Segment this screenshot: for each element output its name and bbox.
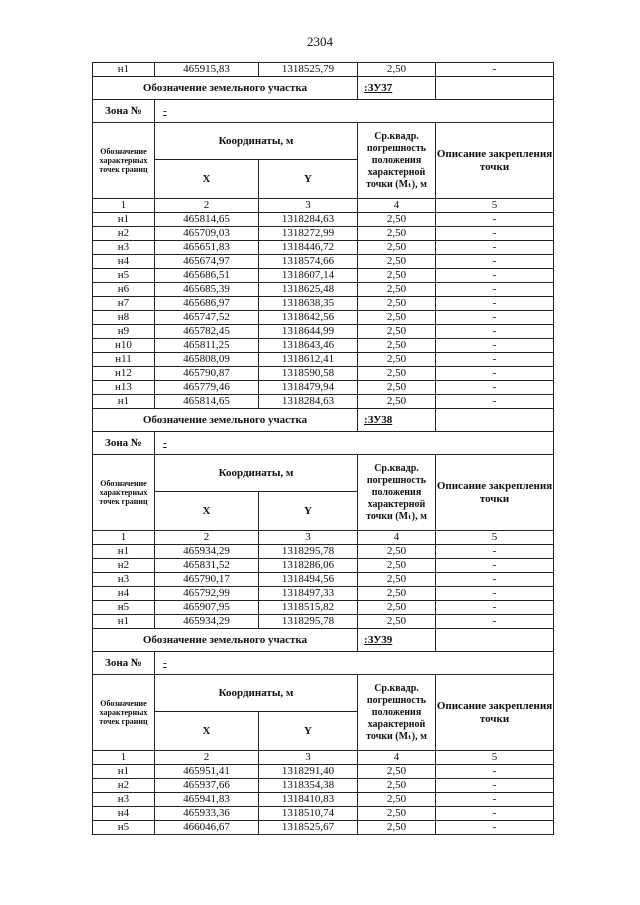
- column-number: 1: [93, 531, 155, 545]
- parcel-label: Обозначение земельного участка: [93, 77, 358, 100]
- cell-err: 2,50: [358, 381, 436, 395]
- cell-err: 2,50: [358, 545, 436, 559]
- zone-row: [93, 100, 554, 123]
- cell-err: 2,50: [358, 325, 436, 339]
- cell-err: 2,50: [358, 339, 436, 353]
- cell-err: 2,50: [358, 765, 436, 779]
- cell-point: н3: [93, 241, 155, 255]
- table-row: [93, 241, 554, 255]
- table-row: [93, 227, 554, 241]
- cell-y: 1318354,38: [259, 779, 358, 793]
- column-number: 2: [155, 531, 259, 545]
- cell-y: 1318497,33: [259, 587, 358, 601]
- table-row: [93, 381, 554, 395]
- column-number: 5: [436, 199, 554, 213]
- table-row: [93, 793, 554, 807]
- y-header: Y: [259, 492, 358, 531]
- table-row: [93, 213, 554, 227]
- cell-desc: -: [436, 821, 554, 835]
- cell-desc: -: [436, 779, 554, 793]
- cell-err: 2,50: [358, 559, 436, 573]
- cell-x: 465933,36: [155, 807, 259, 821]
- table-row: [93, 779, 554, 793]
- cell-err: 2,50: [358, 395, 436, 409]
- cell-err: 2,50: [358, 63, 436, 77]
- cell-y: 1318284,63: [259, 213, 358, 227]
- cell-err: 2,50: [358, 793, 436, 807]
- cell-point: н7: [93, 297, 155, 311]
- zone-label: Зона №: [93, 652, 155, 675]
- cell-desc: -: [436, 807, 554, 821]
- cell-y: 1318272,99: [259, 227, 358, 241]
- cell-point: н4: [93, 807, 155, 821]
- cell-err: 2,50: [358, 615, 436, 629]
- cell-x: 465686,97: [155, 297, 259, 311]
- cell-point: н1: [93, 615, 155, 629]
- cell-x: 465814,65: [155, 395, 259, 409]
- error-header: Ср.квадр. погрешность положения характерной точки (Мₜ), м: [358, 455, 436, 531]
- column-number: 2: [155, 751, 259, 765]
- error-header: Ср.квадр. погрешность положения характерной точки (Мₜ), м: [358, 675, 436, 751]
- cell-desc: -: [436, 213, 554, 227]
- cell-x: 465814,65: [155, 213, 259, 227]
- table-row: [93, 821, 554, 835]
- cell-point: н4: [93, 587, 155, 601]
- column-number-row: [93, 199, 554, 213]
- cell-point: н9: [93, 325, 155, 339]
- cell-desc: -: [436, 367, 554, 381]
- parcel-label: Обозначение земельного участка: [93, 629, 358, 652]
- column-number: 3: [259, 531, 358, 545]
- cell-y: 1318643,46: [259, 339, 358, 353]
- cell-desc: -: [436, 765, 554, 779]
- table-row: [93, 615, 554, 629]
- cell-err: 2,50: [358, 283, 436, 297]
- cell-point: н2: [93, 559, 155, 573]
- cell-desc: -: [436, 227, 554, 241]
- cell-desc: -: [436, 559, 554, 573]
- cell-x: 465907,95: [155, 601, 259, 615]
- parcel-id: :ЗУ38: [358, 409, 436, 432]
- cell-x: 465915,83: [155, 63, 259, 77]
- cell-y: 1318525,67: [259, 821, 358, 835]
- cell-y: 1318525,79: [259, 63, 358, 77]
- cell-err: 2,50: [358, 807, 436, 821]
- parcel-header-row: [93, 629, 554, 652]
- cell-desc: -: [436, 615, 554, 629]
- column-header-row: [93, 123, 554, 160]
- cell-point: н2: [93, 227, 155, 241]
- cell-err: 2,50: [358, 311, 436, 325]
- cell-err: 2,50: [358, 241, 436, 255]
- cell-y: 1318607,14: [259, 269, 358, 283]
- cell-y: 1318612,41: [259, 353, 358, 367]
- table-row: [93, 545, 554, 559]
- cell-point: н1: [93, 213, 155, 227]
- cell-y: 1318625,48: [259, 283, 358, 297]
- y-header: Y: [259, 712, 358, 751]
- parcel-header-row: [93, 409, 554, 432]
- coordinates-table: [92, 62, 554, 835]
- column-number: 2: [155, 199, 259, 213]
- column-number: 4: [358, 751, 436, 765]
- parcel-blank: [436, 409, 554, 432]
- coords-header: Координаты, м: [155, 455, 358, 492]
- cell-desc: -: [436, 601, 554, 615]
- table-row: [93, 269, 554, 283]
- zone-value: -: [155, 652, 554, 675]
- table-row: [93, 367, 554, 381]
- cell-desc: -: [436, 255, 554, 269]
- column-number: 5: [436, 531, 554, 545]
- cell-y: 1318446,72: [259, 241, 358, 255]
- parcel-id: :ЗУ39: [358, 629, 436, 652]
- cell-x: 466046,67: [155, 821, 259, 835]
- cell-x: 465651,83: [155, 241, 259, 255]
- cell-point: н3: [93, 793, 155, 807]
- cell-desc: -: [436, 339, 554, 353]
- cell-point: н1: [93, 395, 155, 409]
- cell-err: 2,50: [358, 601, 436, 615]
- cell-x: 465790,87: [155, 367, 259, 381]
- desc-header: Описание закрепления точки: [436, 675, 554, 751]
- cell-err: 2,50: [358, 587, 436, 601]
- parcel-label: Обозначение земельного участка: [93, 409, 358, 432]
- points-header: Обозначение характерных точек границ: [93, 455, 155, 531]
- cell-y: 1318291,40: [259, 765, 358, 779]
- error-header: Ср.квадр. погрешность положения характерной точки (Мₜ), м: [358, 123, 436, 199]
- cell-y: 1318590,58: [259, 367, 358, 381]
- cell-err: 2,50: [358, 573, 436, 587]
- cell-y: 1318295,78: [259, 545, 358, 559]
- cell-desc: -: [436, 545, 554, 559]
- table-row: [93, 807, 554, 821]
- cell-x: 465674,97: [155, 255, 259, 269]
- column-number: 1: [93, 199, 155, 213]
- cell-y: 1318574,66: [259, 255, 358, 269]
- column-number: 3: [259, 751, 358, 765]
- cell-y: 1318642,56: [259, 311, 358, 325]
- page-number: 2304: [307, 34, 333, 49]
- cell-desc: -: [436, 573, 554, 587]
- cell-x: 465709,03: [155, 227, 259, 241]
- table-row: [93, 559, 554, 573]
- cell-point: н5: [93, 269, 155, 283]
- table-row: [93, 353, 554, 367]
- cell-point: н11: [93, 353, 155, 367]
- coordinates-document: [92, 62, 553, 835]
- cell-x: 465790,17: [155, 573, 259, 587]
- cell-point: н3: [93, 573, 155, 587]
- cell-y: 1318479,94: [259, 381, 358, 395]
- cell-x: 465782,45: [155, 325, 259, 339]
- cell-y: 1318515,82: [259, 601, 358, 615]
- cell-desc: -: [436, 587, 554, 601]
- parcel-blank: [436, 77, 554, 100]
- column-number-row: [93, 531, 554, 545]
- parcel-header-row: [93, 77, 554, 100]
- zone-label: Зона №: [93, 432, 155, 455]
- cell-x: 465808,09: [155, 353, 259, 367]
- cell-desc: -: [436, 269, 554, 283]
- cell-x: 465685,39: [155, 283, 259, 297]
- cell-x: 465941,83: [155, 793, 259, 807]
- table-row: [93, 311, 554, 325]
- column-number-row: [93, 751, 554, 765]
- cell-y: 1318494,56: [259, 573, 358, 587]
- cell-y: 1318295,78: [259, 615, 358, 629]
- parcel-id: :ЗУ37: [358, 77, 436, 100]
- desc-header: Описание закрепления точки: [436, 455, 554, 531]
- desc-header: Описание закрепления точки: [436, 123, 554, 199]
- coords-header: Координаты, м: [155, 123, 358, 160]
- cell-err: 2,50: [358, 297, 436, 311]
- cell-x: 465747,52: [155, 311, 259, 325]
- column-header-row: [93, 455, 554, 492]
- parcel-blank: [436, 629, 554, 652]
- cell-x: 465779,46: [155, 381, 259, 395]
- x-header: X: [155, 712, 259, 751]
- cell-point: н2: [93, 779, 155, 793]
- column-number: 4: [358, 531, 436, 545]
- table-row: [93, 587, 554, 601]
- zone-value: -: [155, 432, 554, 455]
- cell-point: н4: [93, 255, 155, 269]
- table-row: [93, 573, 554, 587]
- cell-y: 1318286,06: [259, 559, 358, 573]
- cell-err: 2,50: [358, 821, 436, 835]
- cell-desc: -: [436, 283, 554, 297]
- cell-x: 465937,66: [155, 779, 259, 793]
- cell-desc: -: [436, 353, 554, 367]
- x-header: X: [155, 492, 259, 531]
- cell-point: н1: [93, 545, 155, 559]
- cell-desc: -: [436, 381, 554, 395]
- cell-desc: -: [436, 793, 554, 807]
- y-header: Y: [259, 160, 358, 199]
- points-header: Обозначение характерных точек границ: [93, 675, 155, 751]
- cell-err: 2,50: [358, 367, 436, 381]
- cell-desc: -: [436, 325, 554, 339]
- cell-y: 1318284,63: [259, 395, 358, 409]
- cell-err: 2,50: [358, 227, 436, 241]
- cell-point: н8: [93, 311, 155, 325]
- x-header: X: [155, 160, 259, 199]
- column-number: 1: [93, 751, 155, 765]
- cell-x: 465792,99: [155, 587, 259, 601]
- cell-x: 465811,25: [155, 339, 259, 353]
- cell-err: 2,50: [358, 269, 436, 283]
- cell-point: н12: [93, 367, 155, 381]
- cell-point: н1: [93, 765, 155, 779]
- cell-y: 1318638,35: [259, 297, 358, 311]
- cell-y: 1318510,74: [259, 807, 358, 821]
- table-row: [93, 297, 554, 311]
- cell-desc: -: [436, 63, 554, 77]
- cell-point: н6: [93, 283, 155, 297]
- zone-label: Зона №: [93, 100, 155, 123]
- points-header: Обозначение характерных точек границ: [93, 123, 155, 199]
- cell-y: 1318644,99: [259, 325, 358, 339]
- cell-x: 465831,52: [155, 559, 259, 573]
- cell-err: 2,50: [358, 353, 436, 367]
- cell-point: н5: [93, 601, 155, 615]
- column-header-row: [93, 675, 554, 712]
- table-row: [93, 601, 554, 615]
- cell-y: 1318410,83: [259, 793, 358, 807]
- cell-err: 2,50: [358, 779, 436, 793]
- cell-point: н10: [93, 339, 155, 353]
- cell-x: 465686,51: [155, 269, 259, 283]
- table-row: [93, 255, 554, 269]
- cell-point: н5: [93, 821, 155, 835]
- table-row: [93, 283, 554, 297]
- column-number: 3: [259, 199, 358, 213]
- cell-desc: -: [436, 297, 554, 311]
- zone-row: [93, 652, 554, 675]
- column-number: 4: [358, 199, 436, 213]
- cell-err: 2,50: [358, 255, 436, 269]
- table-row: [93, 339, 554, 353]
- table-row: [93, 325, 554, 339]
- cell-x: 465934,29: [155, 545, 259, 559]
- zone-row: [93, 432, 554, 455]
- table-row: [93, 395, 554, 409]
- cell-x: 465951,41: [155, 765, 259, 779]
- cell-point: н13: [93, 381, 155, 395]
- table-row: [93, 765, 554, 779]
- cell-desc: -: [436, 311, 554, 325]
- cell-desc: -: [436, 241, 554, 255]
- cell-desc: -: [436, 395, 554, 409]
- table-row: [93, 63, 554, 77]
- cell-point: н1: [93, 63, 155, 77]
- cell-err: 2,50: [358, 213, 436, 227]
- column-number: 5: [436, 751, 554, 765]
- cell-x: 465934,29: [155, 615, 259, 629]
- zone-value: -: [155, 100, 554, 123]
- coords-header: Координаты, м: [155, 675, 358, 712]
